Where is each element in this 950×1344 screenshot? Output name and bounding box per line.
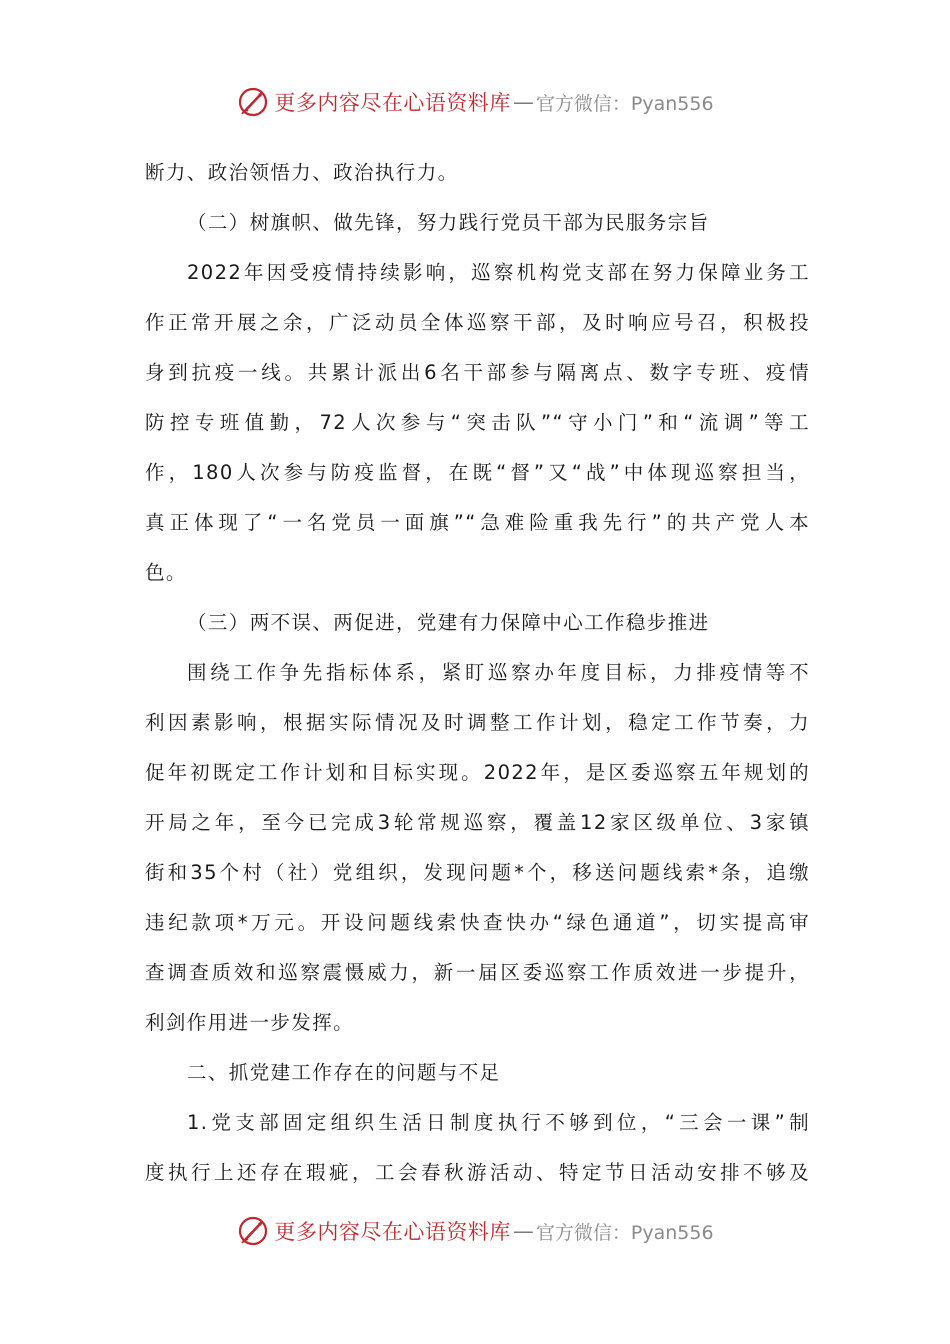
text-line: 围绕工作争先指标体系，紧盯巡察办年度目标，力排疫情等不 (187, 661, 810, 684)
text-line: 利剑作用进一步发挥。 (145, 1011, 355, 1034)
text-line: 作，180人次参与防疫监督，在既“督”又“战”中体现巡察担当， (145, 461, 810, 484)
banner-separator: — (512, 1219, 534, 1243)
pen-logo-icon (236, 85, 270, 119)
footer-watermark (0, 1209, 950, 1253)
wechat-text: 官方微信：Pyan556 (535, 1221, 714, 1244)
section-heading: 二、抓党建工作存在的问题与不足 (187, 1061, 501, 1084)
brand-text: 更多内容尽在心语资料库 (274, 91, 511, 115)
text-line: 防控专班值勤，72人次参与“突击队”“守小门”和“流调”等工 (145, 411, 810, 434)
text-line: 色。 (145, 561, 187, 584)
text-line: 违纪款项*万元。开设问题线索快查快办“绿色通道”，切实提高审 (145, 911, 810, 934)
text-line: 度执行上还存在瑕疵，工会春秋游活动、特定节日活动安排不够及 (145, 1161, 810, 1184)
text-line: 2022年因受疫情持续影响，巡察机构党支部在努力保障业务工 (187, 261, 810, 284)
text-line: 街和35个村（社）党组织，发现问题*个，移送问题线索*条，追缴 (145, 861, 810, 884)
text-line: 断力、政治领悟力、政治执行力。 (145, 161, 459, 184)
wechat-text: 官方微信：Pyan556 (535, 92, 714, 115)
text-line: 身到抗疫一线。共累计派出6名干部参与隔离点、数字专班、疫情 (145, 361, 810, 384)
document-body (145, 148, 810, 1198)
text-line: 开局之年，至今已完成3轮常规巡察，覆盖12家区级单位、3家镇 (145, 811, 810, 834)
text-line: 真正体现了“一名党员一面旗”“急难险重我先行”的共产党人本 (145, 511, 810, 534)
banner-separator: — (512, 90, 534, 114)
section-heading: （三）两不误、两促进，党建有力保障中心工作稳步推进 (187, 611, 710, 634)
text-line: 查调查质效和巡察震慑威力，新一届区委巡察工作质效进一步提升， (145, 961, 810, 984)
text-line: 促年初既定工作计划和目标实现。2022年，是区委巡察五年规划的 (145, 761, 810, 784)
text-line: 1.党支部固定组织生活日制度执行不够到位，“三会一课”制 (187, 1111, 810, 1134)
brand-text: 更多内容尽在心语资料库 (274, 1220, 511, 1244)
text-line: 利因素影响，根据实际情况及时调整工作计划，稳定工作节奏，力 (145, 711, 810, 734)
header-watermark (0, 80, 950, 124)
pen-logo-icon (236, 1214, 270, 1248)
text-line: 作正常开展之余，广泛动员全体巡察干部，及时响应号召，积极投 (145, 311, 810, 334)
section-heading: （二）树旗帜、做先锋，努力践行党员干部为民服务宗旨 (187, 211, 710, 234)
